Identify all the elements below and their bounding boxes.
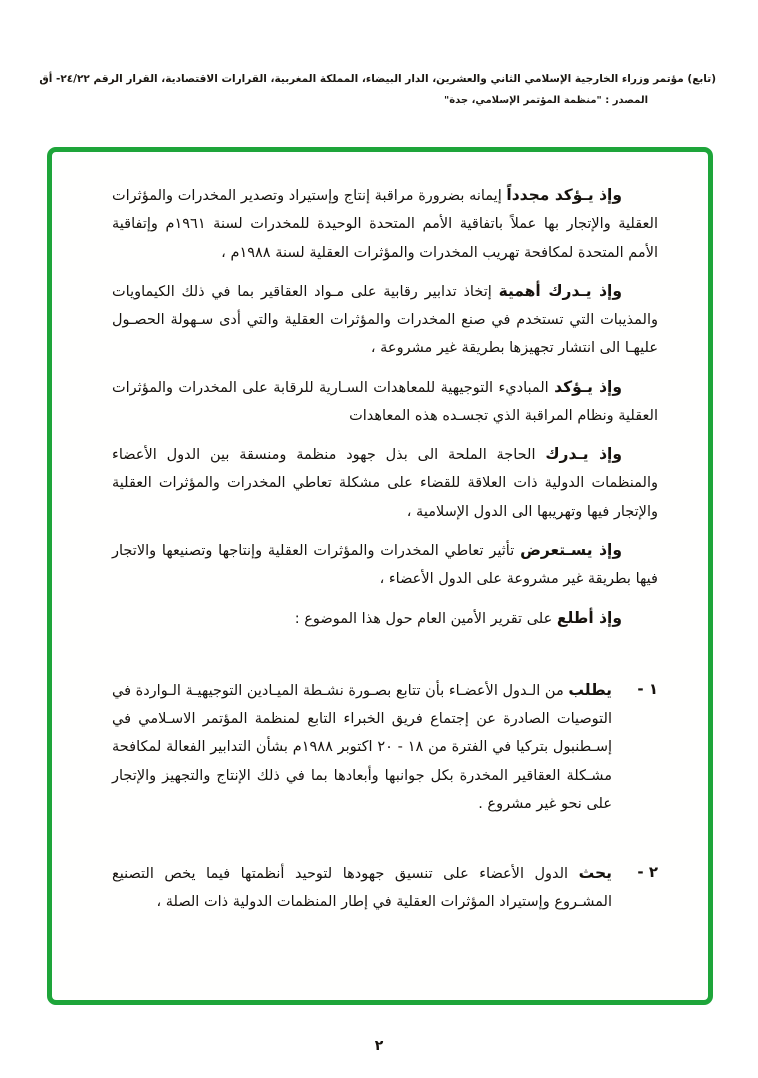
paragraph-lead: وإذ يـدرك أهمية (498, 281, 623, 300)
preamble-paragraph-5 (112, 535, 658, 594)
paragraph-body: إيمانه بضرورة مراقبة إنتاج وإستيراد وتصدير المخدرات والمؤثرات العقلية والإتجار بها عملاً باتفاقية الأمم المتحدة الوحيدة للمخدرات لسنة ١٩٦١م وإتفاقية الأمم المتحدة لمكافحة تهريب المخدرات والمؤثرات العقلية لسنة ١٩٨٨م ، (112, 188, 658, 261)
header-citation: (تابع) مؤتمر وزراء الخارجية الإسلامي الثاني والعشرين، الدار البيضاء، المملكة المغربية، القرارات الاقتصادية، القرار الرقم ٢٤/٢٢- أق (39, 73, 716, 85)
document-header (0, 0, 758, 111)
item-lead: يحث (578, 864, 612, 883)
item-text (112, 675, 612, 818)
paragraph-lead: وإذ يـدرك (545, 445, 623, 464)
paragraph-body: المباديء التوجيهية للمعاهدات السـارية للرقابة على المخدرات والمؤثرات العقلية ونظام المراقبة الذي تجسـده هذه المعاهدات (112, 379, 658, 424)
operative-items (112, 675, 658, 917)
paragraph-lead: وإذ يـؤكد مجدداً (506, 186, 622, 205)
paragraph-body: تأثير تعاطي المخدرات والمؤثرات العقلية وإنتاجها وتصنيعها والاتجار فيها بطريقة غير مشروعة على الدول الأعضاء ، (112, 542, 658, 588)
item-body: الدول الأعضاء على تنسيق جهودها لتوحيد أنظمتها فيما يخص التصنيع المشـروع وإستيراد المؤثرات العقلية في إطار المنظمات الدولية ذات الصلة ، (112, 866, 612, 911)
preamble-paragraph-1 (112, 180, 658, 267)
resolution-item-2 (112, 858, 658, 917)
item-number: ١ - (637, 679, 658, 698)
item-lead: يطلب (568, 680, 612, 699)
preamble-paragraph-3 (112, 372, 658, 431)
paragraph-body: إتخاذ تدابير رقابية على مـواد العقاقير بما في ذلك الكيماويات والمذيبات التي تستخدم في صنع المخدرات والمؤثرات العقلية والتي أدى سـهولة الحصـول عليهـا الى انتشار تجهيزها بطريقة غير مشروعة ، (112, 283, 658, 357)
item-body: من الـدول الأعضـاء بأن تتابع بصـورة نشـطة الميـادين التوجيهيـة الـواردة في التوصيات الصادرة عن إجتماع فريق الخبراء التابع لمنظمة المؤتمر الاسـلامي في إسـطنبول بتركيا في الفترة من ١٨ - ٢٠ اكتوبر ١٩٨٨م بشأن التدابير الفعالة لمكافحة مشـكلة العقاقير المخدرة بكل جوانبها وأبعادها بما في ذلك الإنتاج والتجهيز والإتجار على نحو غير مشروع . (112, 682, 613, 812)
preamble-paragraph-2 (112, 276, 658, 363)
item-text (112, 858, 612, 917)
preamble-paragraph-4 (112, 439, 658, 526)
resolution-text (52, 152, 708, 947)
item-number: ٢ - (637, 863, 658, 882)
paragraph-lead: وإذ يسـتعرض (520, 540, 623, 559)
paragraph-lead: وإذ أطلع (556, 608, 622, 627)
paragraph-body: الحاجة الملحة الى بذل جهود منظمة ومنسقة بين الدول الأعضاء والمنظمات الدولية ذات العلاقة للقضاء على مشكلة تعاطي المخدرات والمؤثرات العقلية والإتجار فيها وتهريبها الى الدول الإسلامية ، (112, 447, 658, 520)
page-number: ٢ (374, 1038, 384, 1054)
resolution-item-1 (112, 675, 658, 818)
content-frame (47, 147, 713, 1005)
paragraph-body: على تقرير الأمين العام حول هذا الموضوع : (294, 610, 553, 627)
paragraph-lead: وإذ يـؤكد (554, 377, 622, 396)
header-source: المصدر : "منظمة المؤتمر الإسلامي، جدة" (443, 95, 648, 107)
preamble-paragraph-6 (112, 603, 658, 633)
